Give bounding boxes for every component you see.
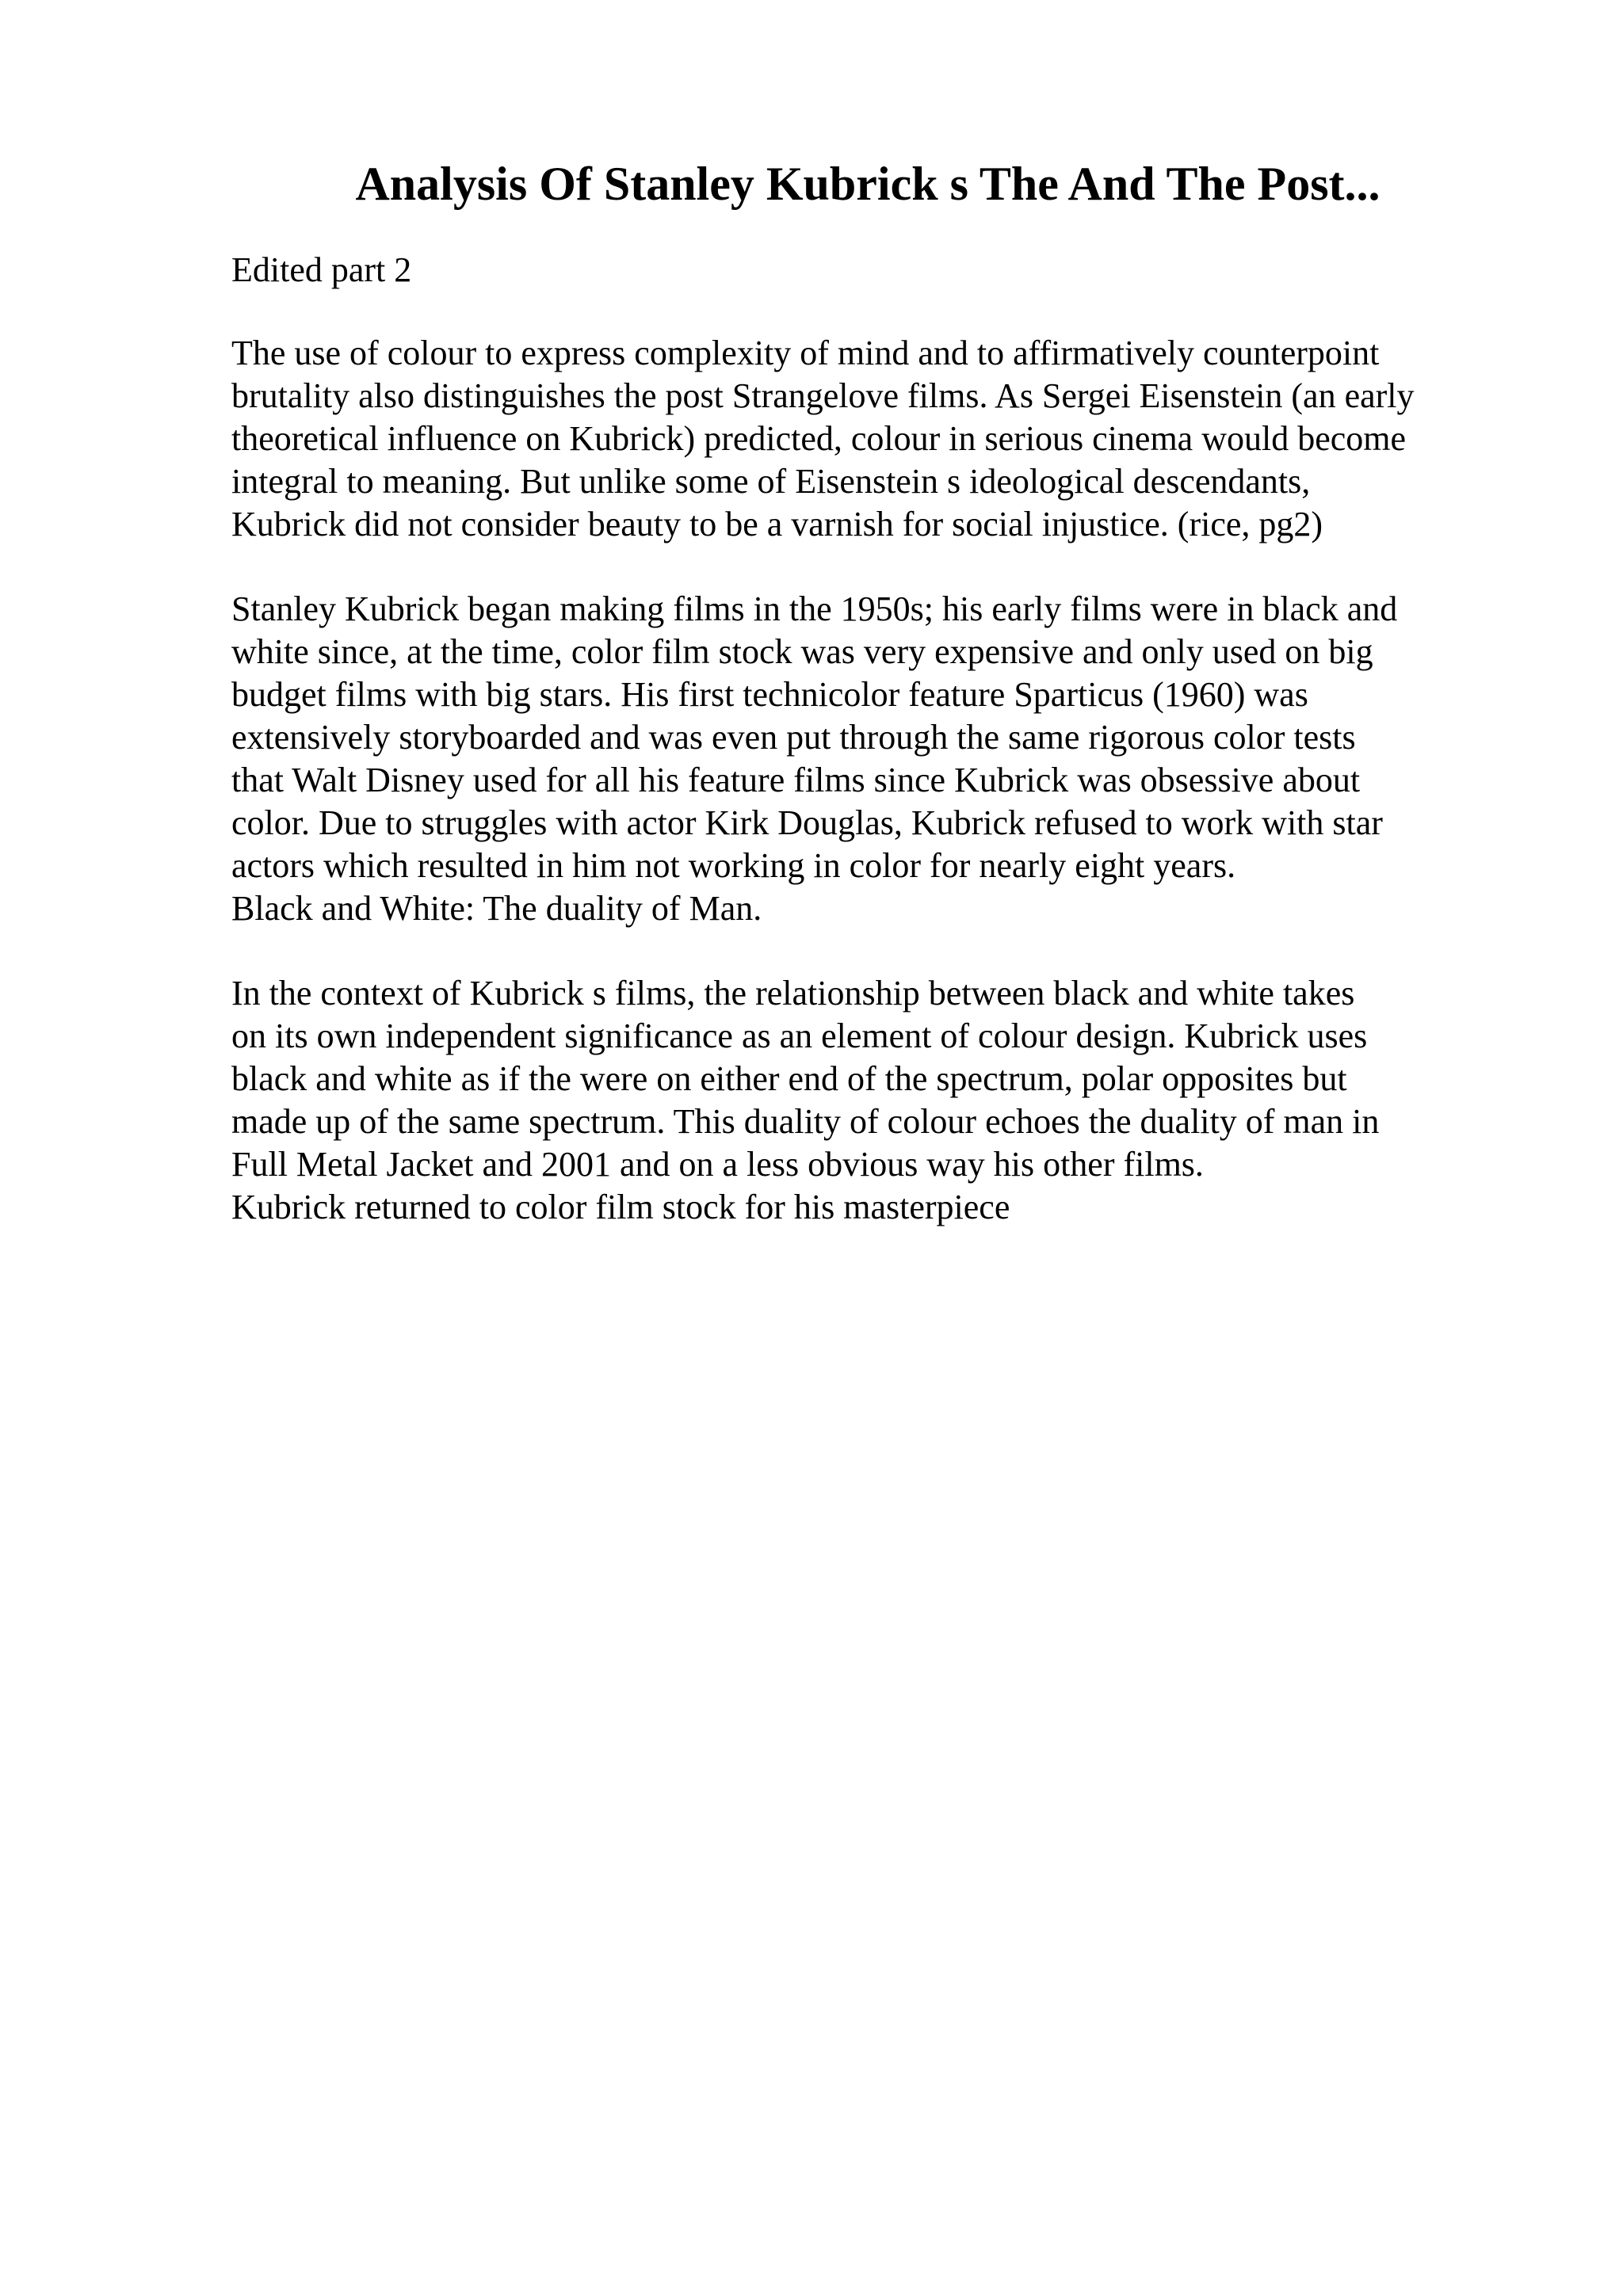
document-subtitle: Edited part 2 bbox=[231, 250, 412, 289]
paragraph-line: extensively storyboarded and was even put through the same rigorous color tests bbox=[231, 718, 1356, 757]
paragraph-line: white since, at the time, color film stock was very expensive and only used on big bbox=[231, 632, 1373, 671]
paragraph-line: Kubrick returned to color film stock for his masterpiece bbox=[231, 1188, 1010, 1226]
paragraph-line: budget films with big stars. His first technicolor feature Sparticus (1960) was bbox=[231, 675, 1308, 714]
section-heading: Black and White: The duality of Man. bbox=[231, 889, 762, 928]
paragraph-line: In the context of Kubrick s films, the relationship between black and white takes bbox=[231, 974, 1355, 1013]
paragraph-line: The use of colour to express complexity of mind and to affirmatively counterpoint bbox=[231, 334, 1380, 372]
paragraph-line: black and white as if the were on either end of the spectrum, polar opposites but bbox=[231, 1059, 1347, 1098]
paragraph-line: Stanley Kubrick began making films in the 1950s; his early films were in black and bbox=[231, 589, 1398, 628]
paragraph-line: Kubrick did not consider beauty to be a varnish for social injustice. (rice, pg2) bbox=[231, 505, 1323, 543]
paragraph-line: color. Due to struggles with actor Kirk Douglas, Kubrick refused to work with star bbox=[231, 803, 1383, 842]
paragraph-3 bbox=[231, 972, 1579, 1229]
document-title: Analysis Of Stanley Kubrick s The And The Post... bbox=[355, 158, 1381, 210]
paragraph-line: that Walt Disney used for all his feature films since Kubrick was obsessive about bbox=[231, 761, 1361, 799]
paragraph-1 bbox=[231, 332, 1579, 546]
paragraph-2 bbox=[231, 588, 1579, 930]
paragraph-line: on its own independent significance as an element of colour design. Kubrick uses bbox=[231, 1016, 1368, 1055]
paragraph-line: actors which resulted in him not working in color for nearly eight years. bbox=[231, 846, 1236, 885]
paragraph-line: Full Metal Jacket and 2001 and on a less obvious way his other films. bbox=[231, 1145, 1204, 1184]
paragraph-line: integral to meaning. But unlike some of Eisenstein s ideological descendants, bbox=[231, 462, 1311, 501]
paragraph-line: brutality also distinguishes the post Strangelove films. As Sergei Eisenstein (an early bbox=[231, 376, 1415, 415]
paragraph-line: made up of the same spectrum. This duality of colour echoes the duality of man in bbox=[231, 1102, 1380, 1141]
paragraph-line: theoretical influence on Kubrick) predicted, colour in serious cinema would become bbox=[231, 419, 1407, 458]
